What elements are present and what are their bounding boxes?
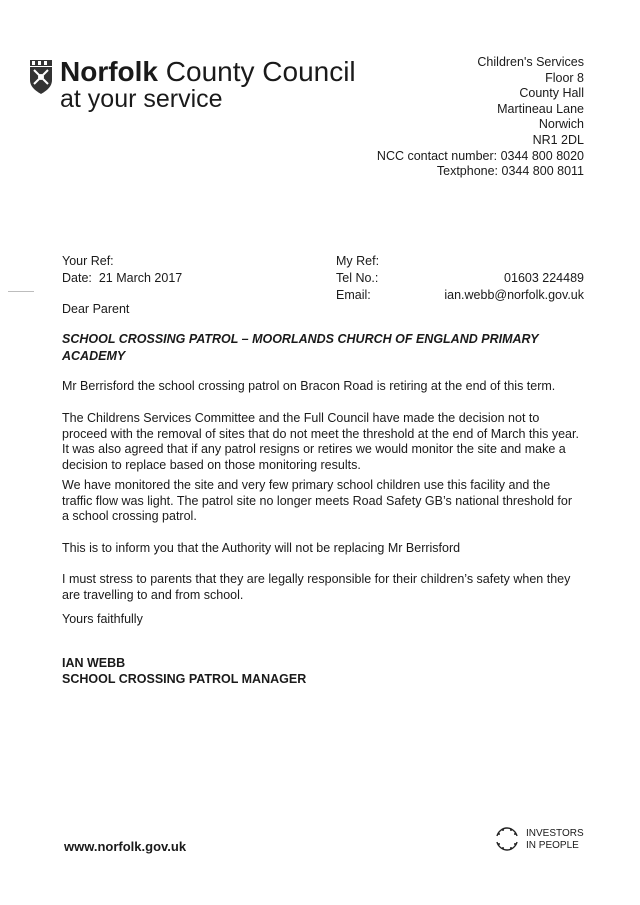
sender-address [377, 55, 584, 180]
body-paragraph: We have monitored the site and very few primary school children use this facility and the traffic flow was light. The patrol site no longer meets Road Safety GB’s national threshold for a school crossing patrol. [62, 478, 572, 524]
my-ref-value [444, 253, 584, 270]
council-logo [28, 56, 358, 116]
investors-in-people-badge [494, 826, 594, 854]
textphone-number: Textphone: 0344 800 8011 [436, 164, 584, 179]
refs-left [62, 253, 182, 287]
website-link[interactable]: www.norfolk.gov.uk [64, 839, 187, 854]
your-ref-label: Your Ref: [62, 254, 114, 268]
address-line: Norwich [538, 117, 584, 132]
signatory-name: IAN WEBB [62, 656, 126, 670]
body-paragraph: I must stress to parents that they are legally responsible for their children’s safety when they are travelling to and from school. [62, 572, 571, 602]
address-line: County Hall [519, 86, 584, 101]
letter-subject: SCHOOL CROSSING PATROL – MOORLANDS CHURCH OF ENGLAND PRIMARY ACADEMY [62, 332, 539, 363]
signature-block [62, 655, 306, 687]
address-line: NR1 2DL [532, 132, 584, 147]
body-paragraph: This is to inform you that the Authority will not be replacing Mr Berrisford [62, 541, 461, 555]
address-line: Children's Services [477, 55, 584, 69]
tel-value: 01603 224489 [504, 271, 584, 285]
email-value: ian.webb@norfolk.gov.uk [444, 288, 584, 302]
salutation: Dear Parent [62, 302, 130, 316]
my-ref-label: My Ref: [336, 254, 380, 268]
signatory-title: SCHOOL CROSSING PATROL MANAGER [62, 672, 307, 686]
date-row [62, 270, 182, 287]
email-label: Email: [336, 288, 371, 302]
investors-in-people-icon [494, 826, 520, 852]
address-line: Martineau Lane [497, 101, 584, 116]
contact-number: NCC contact number: 0344 800 8020 [376, 148, 584, 163]
refs-right-values [444, 253, 584, 304]
date-value: 21 March 2017 [98, 271, 183, 285]
date-label: Date: [62, 271, 92, 285]
body-paragraph: The Childrens Services Committee and the Full Council have made the decision not to proceed with the removal of sites that do not meet the threshold at the end of March this year. It was also agreed that if any patrol resigns or retires we would monitor the site and make a decision to replace based on those monitoring results. [62, 411, 579, 472]
closing: Yours faithfully [62, 612, 143, 626]
refs-right-labels [336, 253, 379, 304]
body-paragraph: Mr Berrisford the school crossing patrol on Bracon Road is retiring at the end of this term. [62, 379, 556, 393]
iip-text [526, 828, 584, 852]
logo-brand-bold: Norfolk [60, 56, 158, 87]
logo-brand-rest: County Council [158, 56, 356, 87]
iip-line2: IN PEOPLE [526, 840, 579, 851]
logo-tagline: at your service [60, 85, 223, 113]
iip-line1: INVESTORS [526, 828, 584, 839]
fold-mark [8, 291, 34, 292]
address-line: Floor 8 [545, 70, 584, 85]
tel-label: Tel No.: [336, 271, 379, 285]
council-crest-icon [28, 60, 54, 94]
